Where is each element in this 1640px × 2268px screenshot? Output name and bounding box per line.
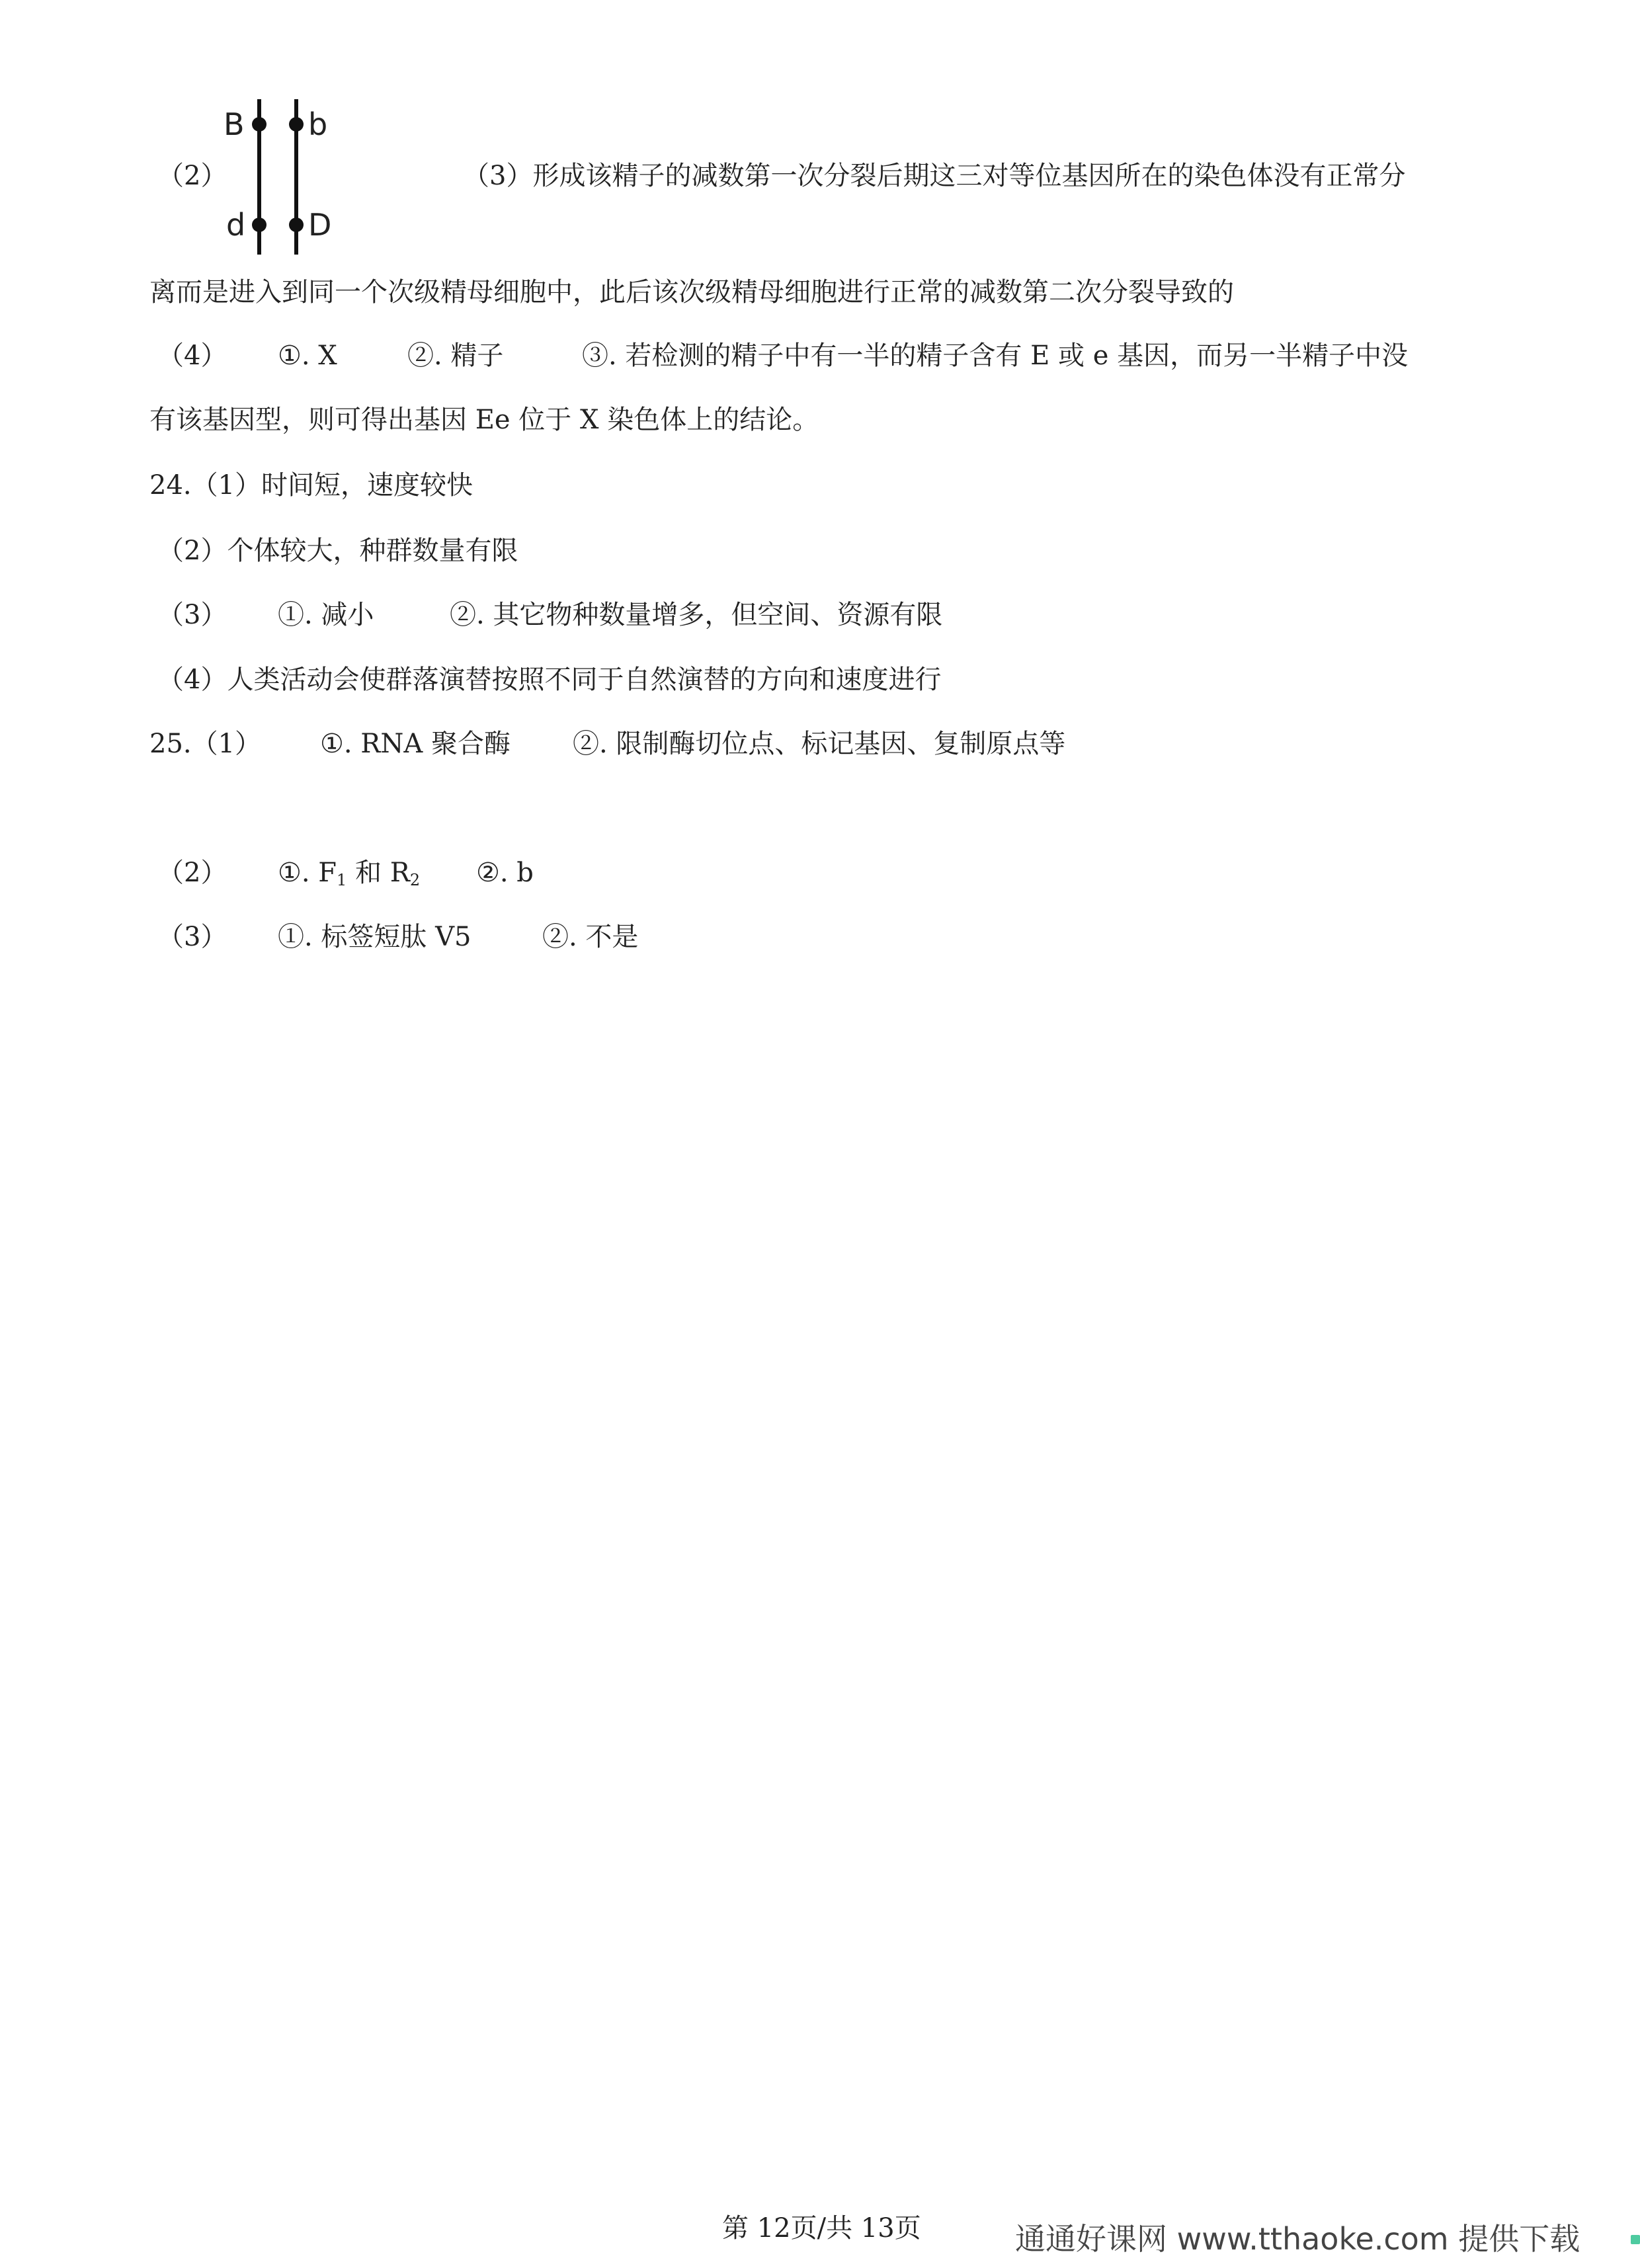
q25-p2-answer-1: ①. $F_1$ 和 $R_2$ — [278, 858, 421, 889]
q23-p3-continuation: 离而是进入到同一个次级精母细胞中，此后该次级精母细胞进行正常的减数第二次分裂导致的 — [149, 277, 1234, 307]
q25-p2-answer-2: ②. b — [476, 858, 534, 888]
locus-dot-B — [252, 117, 266, 132]
q24-p4: （4）人类活动会使群落演替按照不同于自然演替的方向和速度进行 — [157, 665, 942, 695]
q23-p4-answer-3: ③. 若检测的精子中有一半的精子含有 E 或 e 基因，而另一半精子中没 — [582, 341, 1409, 371]
q25-p3-answer-2: ②. 不是 — [542, 922, 639, 952]
download-watermark: 通通好课网 www.tthaoke.com 提供下载 — [1015, 2221, 1580, 2257]
q23-p4-answer-2: ②. 精子 — [407, 341, 504, 371]
q23-p4-label: （4） — [157, 341, 227, 371]
q24-p3-label: （3） — [157, 600, 227, 630]
q25-p2-label: （2） — [157, 858, 227, 888]
label-D: D — [308, 207, 332, 243]
q25-p3-label: （3） — [157, 922, 227, 952]
locus-dot-D — [289, 218, 304, 232]
q23-p3-text: （3）形成该精子的减数第一次分裂后期这三对等位基因所在的染色体没有正常分 — [463, 161, 1406, 191]
corner-mark — [1631, 2235, 1640, 2244]
q25-p1-label: 25.（1） — [149, 729, 262, 759]
q23-p4-continuation: 有该基因型，则可得出基因 Ee 位于 X 染色体上的结论。 — [149, 405, 819, 435]
q25-p1-answer-1: ①. RNA 聚合酶 — [320, 729, 511, 759]
label-b: b — [308, 106, 328, 142]
label-d: d — [226, 207, 246, 243]
q24-p3-answer-1: ①. 减小 — [278, 600, 374, 630]
chromosome-diagram — [218, 93, 370, 258]
q24-p3-answer-2: ②. 其它物种数量增多，但空间、资源有限 — [450, 600, 943, 630]
q24-p2: （2）个体较大，种群数量有限 — [157, 536, 518, 566]
q25-p1-answer-2: ②. 限制酶切位点、标记基因、复制原点等 — [573, 729, 1066, 759]
locus-dot-b — [289, 117, 304, 132]
q24-p1: 24.（1）时间短，速度较快 — [149, 470, 473, 501]
q23-p2-label: （2） — [157, 161, 227, 191]
label-B: B — [224, 106, 245, 142]
q25-p3-answer-1: ①. 标签短肽 V5 — [278, 922, 472, 952]
locus-dot-d — [252, 218, 266, 232]
q23-p4-answer-1: ①. X — [278, 341, 337, 371]
page-number: 第 12页/共 13页 — [722, 2213, 921, 2244]
